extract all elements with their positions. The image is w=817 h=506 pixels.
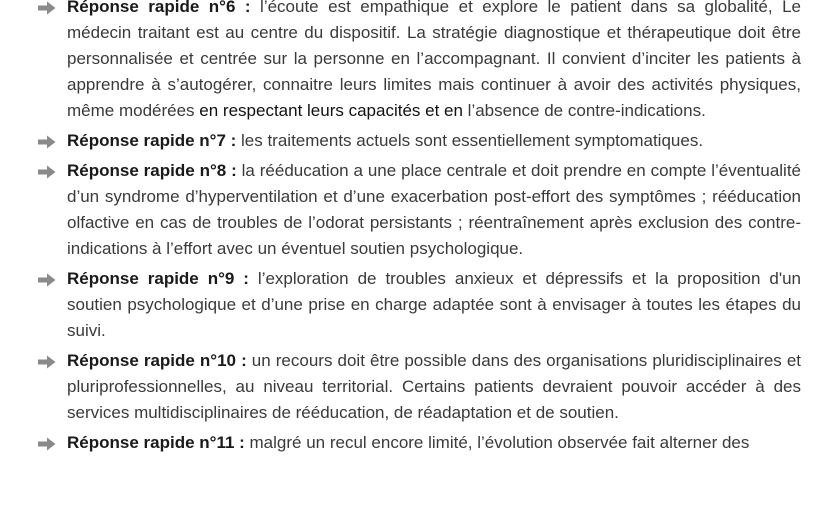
item-text: un recours doit être possible dans des organisations pluridisciplinaires et pluriprofessionnelles, au niveau territorial. Certains patients devraient pouvoir accéder à des services multidisciplinaires de rééducation, de réadaptation et de soutien. — [67, 351, 802, 422]
right-arrow-icon — [37, 273, 57, 287]
list-item — [0, 430, 817, 456]
item-highlight: en respectant leurs capacités et en — [199, 101, 463, 120]
item-label: Réponse rapide n°11 : — [67, 433, 245, 452]
item-text: l’écoute est empathique et explore le patient dans sa globalité, Le médecin traitant est au centre du dispositif. La stratégie diagnostique et thérapeutique doit être personnalisée et centrée sur la personne en l’accompagnant. Il convient d’inciter les patients à apprendre à s’autogérer, connaitre leurs limites mais continuer à avoir des activités physiques, même modérées — [67, 0, 801, 120]
list-item — [0, 0, 817, 124]
item-text-end: l’absence de contre-indications. — [462, 101, 706, 120]
list-item — [0, 348, 817, 426]
item-text: les traitements actuels sont essentiellement symptomatiques. — [236, 131, 704, 150]
right-arrow-icon — [37, 1, 57, 15]
item-label: Réponse rapide n°10 : — [67, 351, 247, 370]
item-label: Réponse rapide n°9 : — [67, 269, 249, 288]
list-item — [0, 128, 817, 154]
item-text: malgré un recul encore limité, l’évolution observée fait alterner des — [244, 433, 750, 452]
right-arrow-icon — [37, 437, 57, 451]
item-text: la rééducation a une place centrale et doit prendre en compte l’éventualité d’un syndrome d’hyperventilation et d’une exacerbation post-effort des symptômes ; rééducation olfactive en cas de troubles de l’odorat persistants ; réentraînement après exclusion des contre-indications à l’effort avec un éventuel soutien psychologique. — [67, 161, 802, 258]
item-label: Réponse rapide n°7 : — [67, 131, 237, 150]
list-item — [0, 158, 817, 262]
item-label: Réponse rapide n°6 : — [67, 0, 251, 16]
right-arrow-icon — [37, 355, 57, 369]
item-label: Réponse rapide n°8 : — [67, 161, 237, 180]
list-item — [0, 266, 817, 344]
right-arrow-icon — [37, 135, 57, 149]
item-text: l’exploration de troubles anxieux et dépressifs et la proposition d'un soutien psychologique et d’une prise en charge adaptée sont à envisager à toutes les étapes du suivi. — [67, 269, 802, 340]
right-arrow-icon — [37, 165, 57, 179]
